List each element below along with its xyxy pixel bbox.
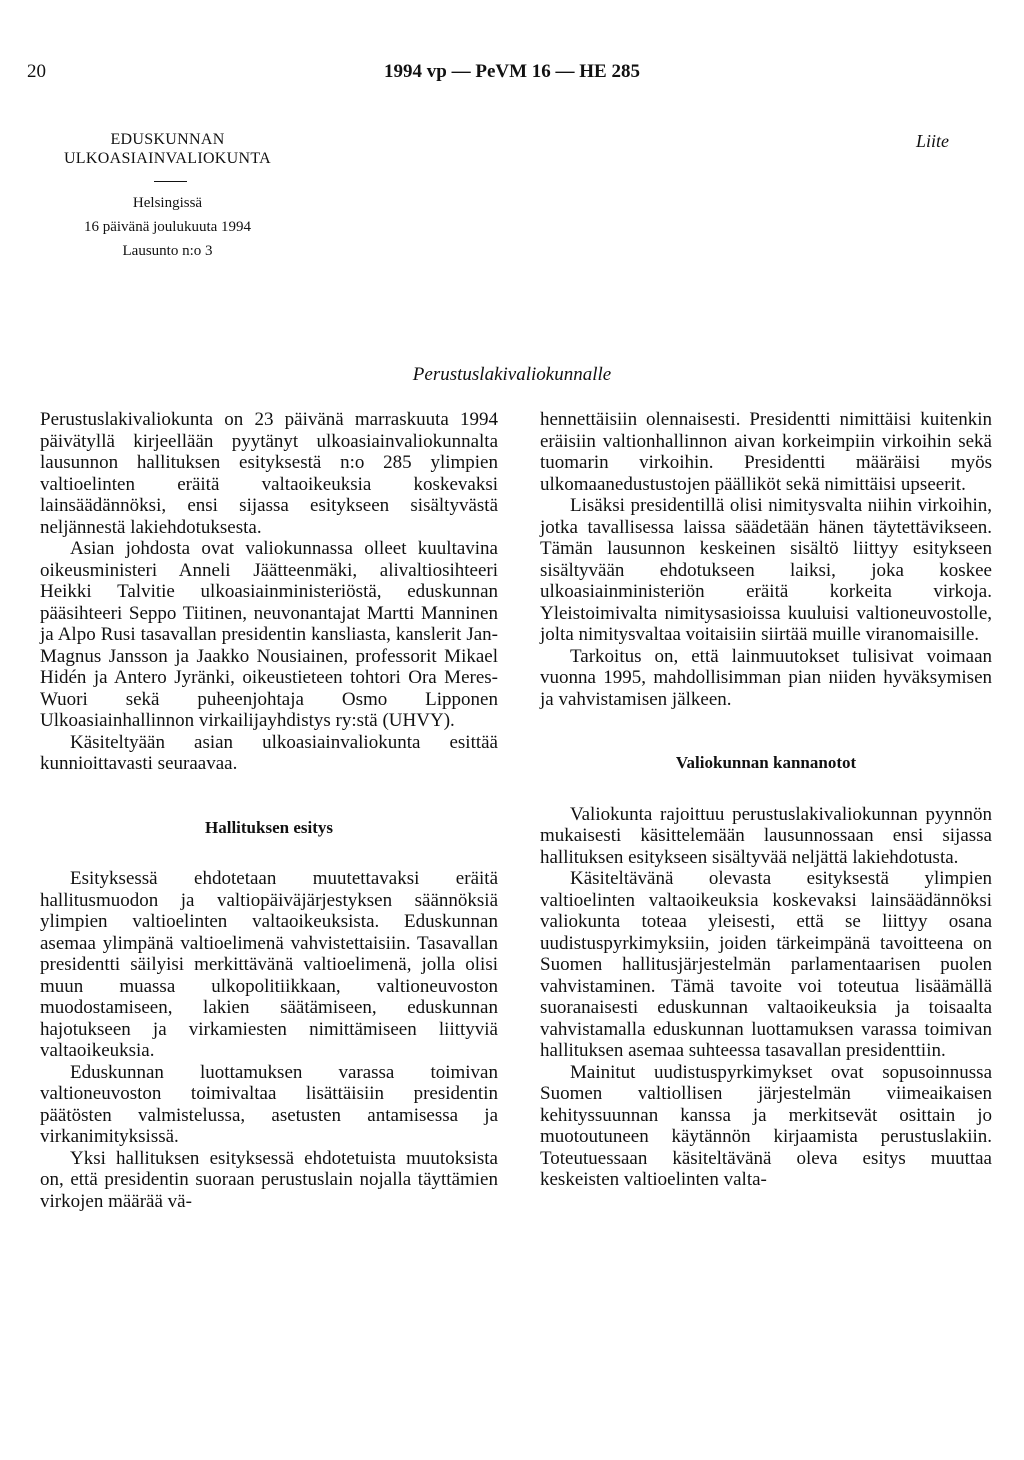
paragraph: Valiokunta rajoittuu perustuslakivaliokunnan pyynnön mukaisesti käsittelemään lausunnossaan ensi sijassa hallituksen esitykseen sisältyvää neljättä lakiehdotusta. [540, 803, 992, 868]
paragraph: Asian johdosta ovat valiokunnassa olleet kuultavina oikeusministeri Anneli Jäätteenmäki, alivaltiosihteeri Heikki Talvitie ulkoasiainministeriöstä, eduskunnan pääsihteeri Seppo Tiitinen, neuvonantajat Martti Manninen ja Alpo Rusi tasavallan presidentin kansliasta, kanslerit Jan-Magnus Jansson ja Jaakko Nousiainen, professorit Mikael Hidén ja Antero Jyränki, oikeustieteen tohtori Ora Meres-Wuori sekä puheenjohtaja Osmo Lipponen Ulkoasiainhallinnon virkailijayhdistys ry:stä (UHVY). [40, 538, 498, 731]
sender-org-line2: ULKOASIAINVALIOKUNTA [63, 150, 272, 167]
addressee: Perustuslakivaliokunnalle [412, 364, 612, 385]
paragraph: Esityksessä ehdotetaan muutettavaksi eräitä hallitusmuodon ja valtiopäiväjärjestyksen säännöksiä ylimpien valtioelinten valtaoikeuksista. Eduskunnan asemaa ylimpänä valtioelimenä vahvistettaisiin. Tasavallan presidentti säilyisi merkittävänä valtioelimenä, jolla olisi muun muassa ulkopolitiikkaan, valtioneuvoston muodostamiseen, lakien säätämiseen, eduskunnan hajotukseen ja virkamiesten nimittämiseen liittyviä valtaoikeuksia. [40, 868, 498, 1061]
paragraph: Perustuslakivaliokunta on 23 päivänä marraskuuta 1994 päivätyllä kirjeellään pyytänyt ulkoasiainvaliokunnalta lausunnon hallituksen esityksestä n:o 285 ylimpien valtioelinten eräitä valtaoikeuksia koskevaksi lainsäädännöksi, ensi sijassa esitykseen sisältyvästä neljännestä lakiehdotuksesta. [40, 409, 498, 538]
attachment-label: Liite [916, 131, 950, 151]
statement-number: Lausunto n:o 3 [122, 243, 213, 259]
paragraph: hennettäisiin olennaisesti. Presidentti nimittäisi kuitenkin eräisiin valtionhallinnon aivan korkeimpiin virkoihin sekä tuomarin virkoihin. Presidentti määräisi myös ulkomaanedustustojen päälliköt sekä nimittäisi upseerit. [540, 409, 992, 495]
sender-org-line1: EDUSKUNNAN [110, 131, 225, 148]
sender-divider [154, 181, 187, 182]
paragraph: Lisäksi presidentillä olisi nimitysvalta niihin virkoihin, jotka tavallisessa laissa säädetään hänen täytettävikseen. Tämän lausunnon keskeinen sisältö liittyy esitykseen sisältyvään ehdotukseen laiksi, joka koskee ulkoasiainministeriön eräitä korkeita virkoja. Yleistoimivalta nimitysasioissa kuuluisi valtioneuvostolle, jolta nimitysvaltaa voitaisiin siirtää muille viranomaisille. [540, 495, 992, 645]
paragraph: Käsiteltyään asian ulkoasiainvaliokunta esittää kunnioittavasti seuraavaa. [40, 731, 498, 774]
right-column [540, 409, 992, 1191]
section-heading-valiokunnan-kannanotot: Valiokunnan kannanotot [675, 753, 857, 772]
paragraph: Käsiteltävänä olevasta esityksestä ylimpien valtioelinten valtaoikeuksia koskevaksi lainsäädännöksi valiokunta toteaa yleisesti, että se liittyy osana uudistuspyrkimyksiin, joiden tärkeimpänä tavoitteena on Suomen hallitusjärjestelmän parlamentaarisen puolen vahvistaminen. Tämä tavoite voi toteutua lisäämällä suoranaisesti eduskunnan valtaoikeuksia ja toisaalta vahvistamalla eduskunnan luottamuksen varassa toimivan hallituksen asemaa suhteessa tasavallan presidenttiin. [540, 868, 992, 1061]
sender-date: 16 päivänä joulukuuta 1994 [83, 219, 252, 235]
page-number: 20 [27, 61, 46, 82]
paragraph: Mainitut uudistuspyrkimykset ovat sopusoinnussa Suomen valtiollisen järjestelmän viimeaikaisen kehityssuunnan kanssa ja merkitsevät osittain jo muotoutuneen käytännön kirjaamista perustuslakiin. Toteutuessaan käsiteltävänä oleva esitys muuttaa keskeisten valtioelinten valta- [540, 1061, 992, 1190]
paragraph: Yksi hallituksen esityksessä ehdotetuista muutoksista on, että presidentin suoraan perustuslain nojalla täyttämien virkojen määrää vä- [40, 1147, 498, 1212]
section-heading-hallituksen-esitys: Hallituksen esitys [205, 817, 333, 837]
running-header: 1994 vp — PeVM 16 — HE 285 [384, 61, 640, 82]
sender-place: Helsingissä [132, 195, 203, 211]
left-column [40, 409, 498, 1212]
paragraph: Eduskunnan luottamuksen varassa toimivan valtioneuvoston toimivaltaa lisättäisiin presidentin päätösten valmistelussa, asetusten antamisessa ja virkanimityksissä. [40, 1061, 498, 1147]
paragraph: Tarkoitus on, että lainmuutokset tulisivat voimaan vuonna 1995, mahdollisimman pian niiden hyväksymisen ja vahvistamisen jälkeen. [540, 645, 992, 710]
